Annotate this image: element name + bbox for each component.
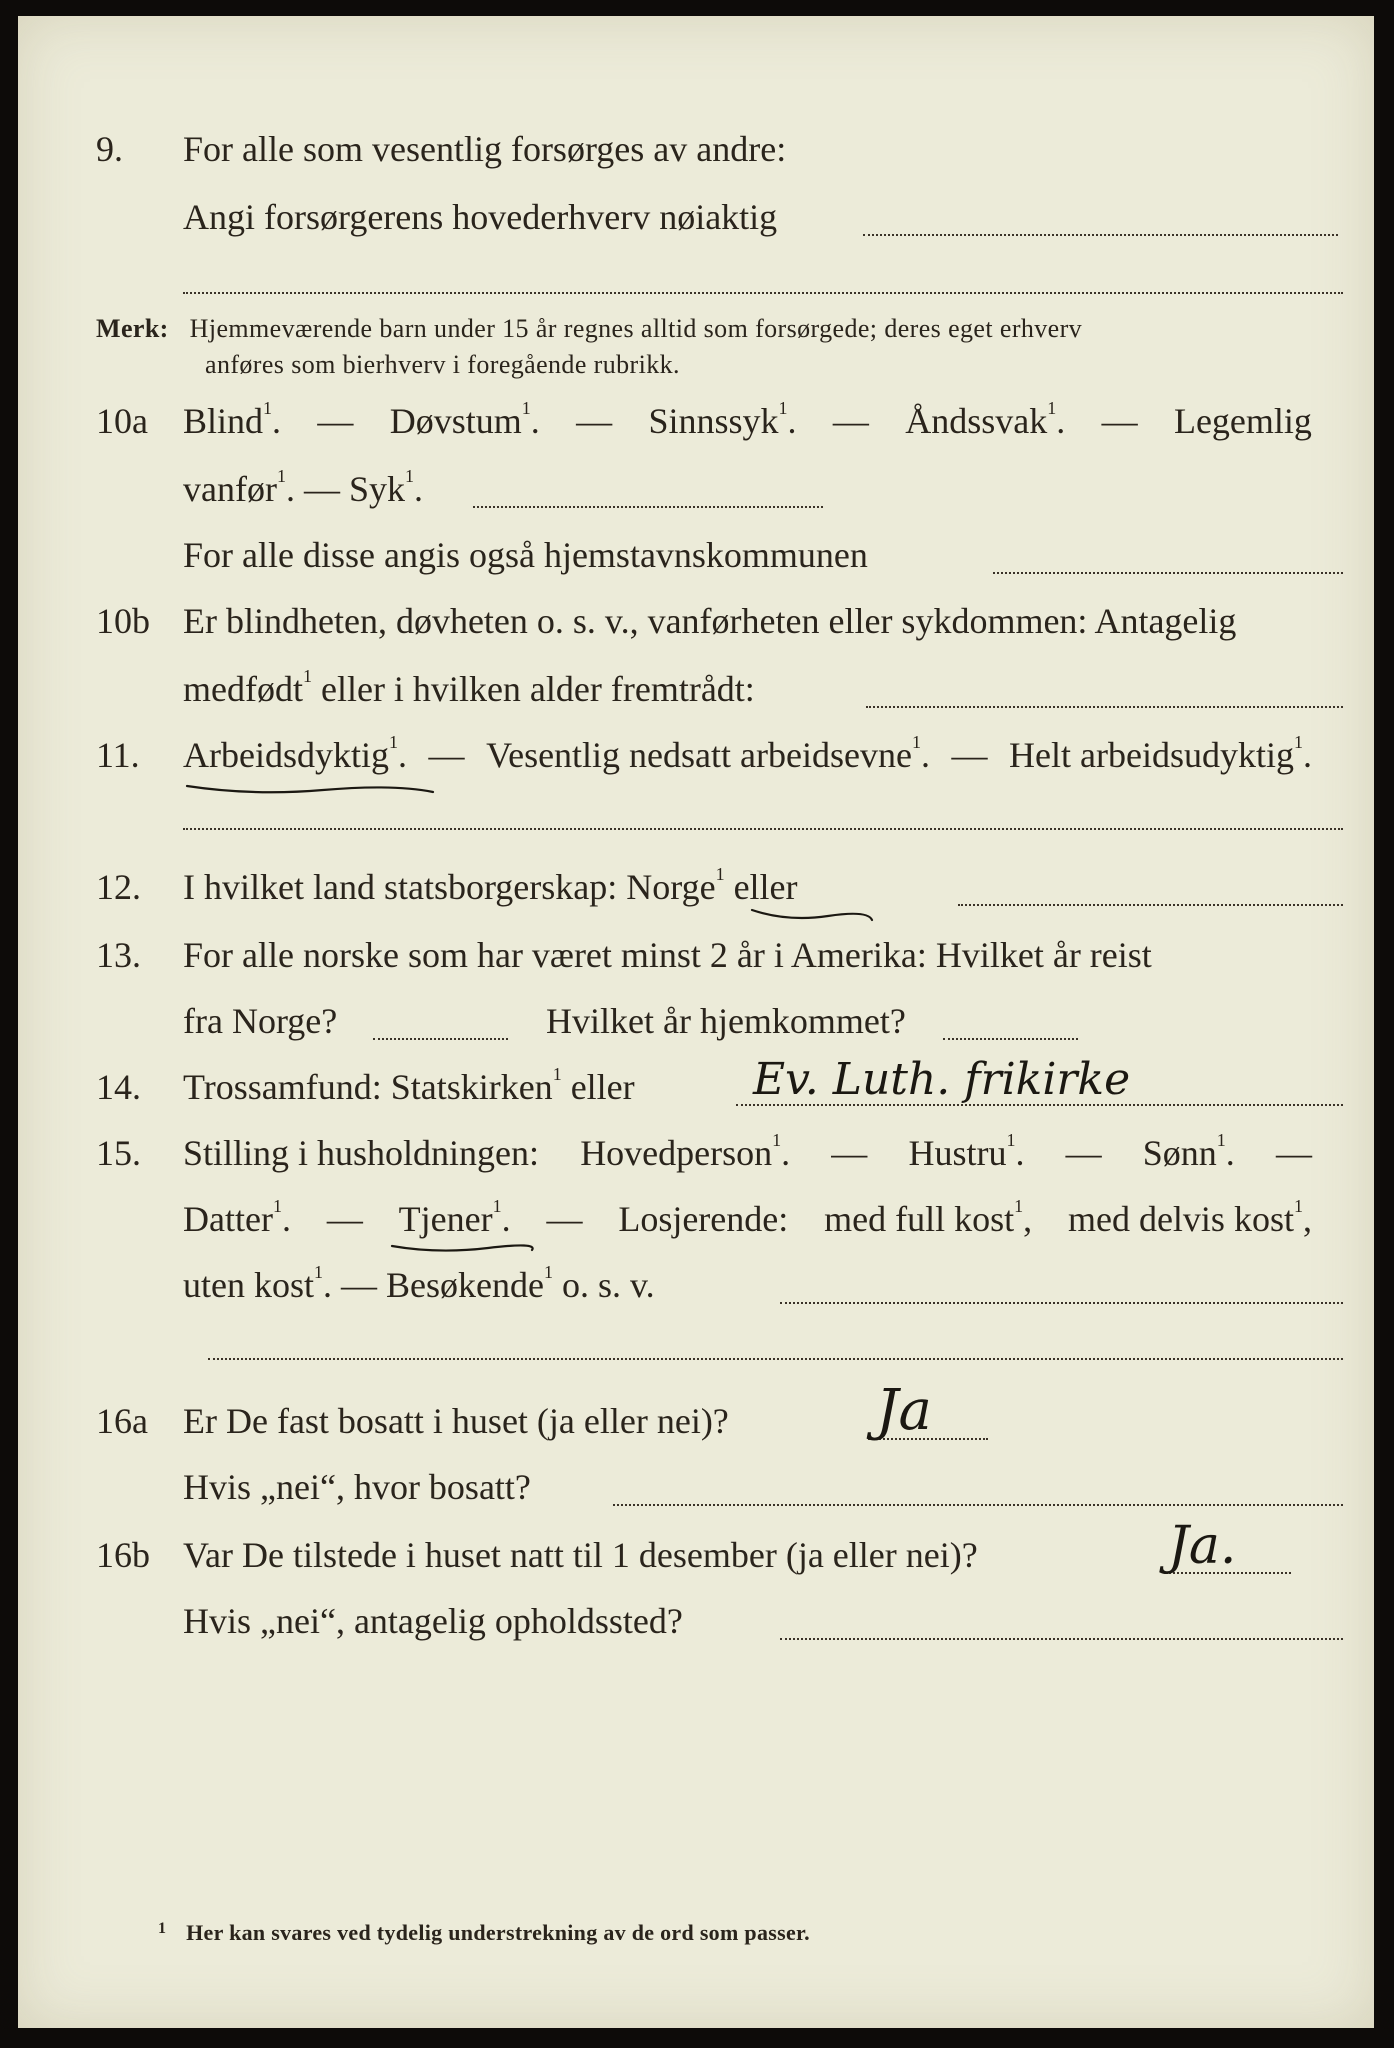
q16b-row-2 xyxy=(18,1600,1374,1648)
q14-number: 14. xyxy=(96,1067,141,1107)
q11-options: Arbeidsdyktig$^1$. — Vesentlig nedsatt arbeidsevne$^1$. — Helt arbeidsudyktig$^1$. xyxy=(183,732,1312,775)
q9-text: For alle som vesentlig forsørges av andre: xyxy=(183,129,787,169)
option-arbeidsdyktig: Arbeidsdyktig$^1$. xyxy=(183,732,407,775)
option-nedsatt: Vesentlig nedsatt arbeidsevne$^1$. xyxy=(486,732,930,775)
q11-extra-line[interactable] xyxy=(183,828,1343,830)
q10a-subtext: For alle disse angis også hjemstavnskommunen xyxy=(183,535,868,575)
q12-answer-line[interactable] xyxy=(958,904,1343,906)
q13-text: For alle norske som har været minst 2 år i Amerika: Hvilket år reist xyxy=(183,935,1152,975)
q15-row-2 xyxy=(18,1198,1374,1246)
q15-options-3: uten kost$^1$. — Besøkende$^1$ o. s. v. xyxy=(183,1262,655,1305)
q13-row-2 xyxy=(18,1000,1374,1048)
q10a-options: Blind$^1$. — Døvstum$^1$. — Sinnssyk$^1$. — Åndssvak$^1$. — Legemlig xyxy=(183,398,1312,441)
merk-text-1: Hjemmeværende barn under 15 år regnes alltid som forsørgede; deres eget erhverv xyxy=(189,314,1083,343)
q16b-row xyxy=(18,1516,1374,1582)
merk-label: Merk: xyxy=(96,314,169,343)
q10a-answer-line[interactable] xyxy=(473,506,823,508)
q16a-row xyxy=(18,1378,1374,1448)
option-andssvak: Åndssvak$^1$. xyxy=(905,398,1066,441)
q15-options-1: Stilling i husholdningen: Hovedperson$^1$. — Hustru$^1$. — Sønn$^1$. — xyxy=(183,1130,1312,1173)
option-sinnssyk: Sinnssyk$^1$. xyxy=(648,398,797,441)
q16b-location-line[interactable] xyxy=(780,1638,1343,1640)
q12-underline-mark xyxy=(748,900,878,924)
q10b-text: Er blindheten, døvheten o. s. v., vanførheten eller sykdommen: Antagelig xyxy=(183,601,1237,641)
merk-note-2 xyxy=(205,350,680,380)
q15-number: 15. xyxy=(96,1133,141,1173)
q9-extra-line[interactable] xyxy=(183,292,1343,294)
footnote-marker: 1 xyxy=(158,1920,167,1937)
merk-text-2: anføres som bierhverv i foregående rubrikk. xyxy=(205,350,680,379)
q13-row xyxy=(18,934,1374,982)
q16a-residence-line[interactable] xyxy=(613,1504,1343,1506)
q9-answer-line[interactable] xyxy=(863,234,1338,236)
q12-text: I hvilket land statsborgerskap: Norge$^1$ eller xyxy=(183,864,798,907)
q10a-row xyxy=(18,400,1374,448)
q16a-row-2 xyxy=(18,1466,1374,1514)
q13-q1: fra Norge? xyxy=(183,1001,338,1041)
q9-subtext: Angi forsørgerens hovederhverv nøiaktig xyxy=(183,197,778,237)
q16b-handwritten-answer: Ja. xyxy=(1168,1516,1237,1576)
q16a-handwritten-answer: Ja xyxy=(876,1378,932,1443)
q14-row xyxy=(18,1054,1374,1114)
q16b-subtext: Hvis „nei“, antagelig opholdssted? xyxy=(183,1601,683,1641)
q14-handwritten-answer: Ev. Luth. frikirke xyxy=(753,1054,1131,1105)
q15-answer-line[interactable] xyxy=(780,1302,1343,1304)
q10b-number: 10b xyxy=(96,601,150,641)
q9-row xyxy=(18,128,1374,176)
q9-sub-row xyxy=(18,196,1374,244)
q12-row xyxy=(18,866,1374,914)
footnote-text: Her kan svares ved tydelig understrekning av de ord som passer. xyxy=(186,1920,810,1945)
option-arbeidsudyktig: Helt arbeidsudyktig$^1$. xyxy=(1009,732,1312,775)
q14-text: Trossamfund: Statskirken$^1$ eller xyxy=(183,1064,635,1107)
q12-number: 12. xyxy=(96,867,141,907)
q10b-row xyxy=(18,600,1374,648)
q13-left-year-line[interactable] xyxy=(373,1038,508,1040)
option-legemlig: Legemlig xyxy=(1173,401,1312,441)
q15-underline-mark xyxy=(388,1234,538,1258)
form-page xyxy=(18,16,1374,2028)
option-blind: Blind$^1$. xyxy=(183,398,282,441)
q10a-line2: vanfør$^1$. — Syk$^1$. xyxy=(183,466,423,509)
q10a-number: 10a xyxy=(96,401,148,441)
q15-options-2: Datter$^1$. — Tjener$^1$. — Losjerende: med full kost$^1$, med delvis kost$^1$, xyxy=(183,1196,1312,1239)
q10b-row-2 xyxy=(18,668,1374,716)
q11-underline-mark xyxy=(183,770,443,800)
option-tjener: Tjener$^1$. xyxy=(398,1196,511,1239)
q9-number: 9. xyxy=(96,129,123,169)
q11-number: 11. xyxy=(96,735,140,775)
q13-q2: Hvilket år hjemkommet? xyxy=(546,1001,906,1041)
footnote xyxy=(158,1920,810,1946)
option-dovstum: Døvstum$^1$. xyxy=(389,398,540,441)
q10b-line2: medfødt$^1$ eller i hvilken alder fremtrådt: xyxy=(183,666,755,709)
q10a-row-3 xyxy=(18,534,1374,582)
merk-note xyxy=(96,314,1082,344)
option-norge: Norge$^1$ xyxy=(626,864,725,907)
q15-row-3 xyxy=(18,1264,1374,1312)
q16a-text: Er De fast bosatt i huset (ja eller nei)? xyxy=(183,1401,729,1441)
q16b-text: Var De tilstede i huset natt til 1 desember (ja eller nei)? xyxy=(183,1535,978,1575)
q10a-row-2 xyxy=(18,468,1374,516)
q16a-subtext: Hvis „nei“, hvor bosatt? xyxy=(183,1467,531,1507)
q16a-number: 16a xyxy=(96,1401,148,1441)
q15-extra-line[interactable] xyxy=(208,1358,1343,1360)
q13-number: 13. xyxy=(96,935,141,975)
q10b-answer-line[interactable] xyxy=(866,706,1343,708)
q15-row xyxy=(18,1132,1374,1180)
q10a-home-answer-line[interactable] xyxy=(993,572,1343,574)
q13-return-year-line[interactable] xyxy=(943,1038,1078,1040)
q16b-number: 16b xyxy=(96,1535,150,1575)
